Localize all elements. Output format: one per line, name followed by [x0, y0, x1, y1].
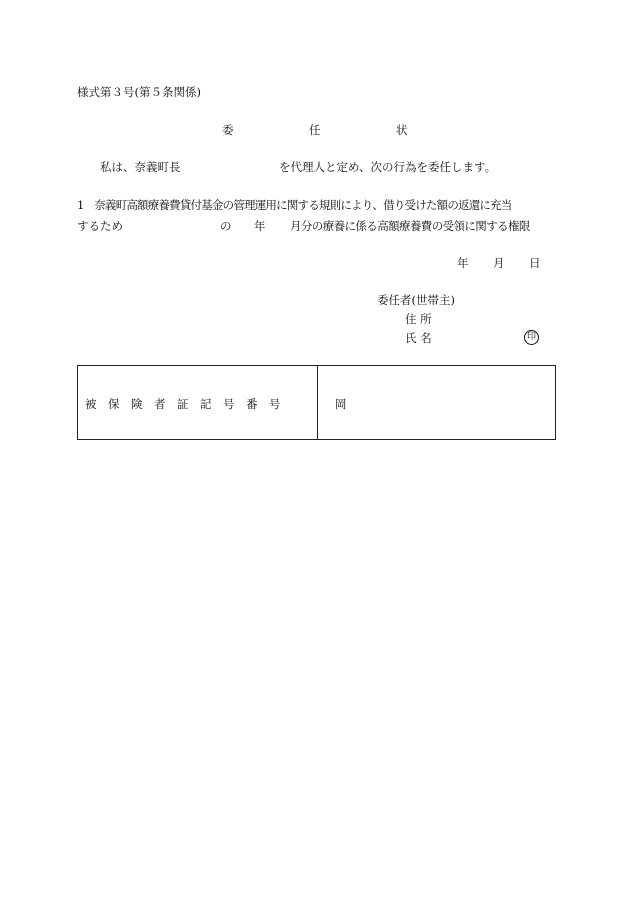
intro-text-right: を代理人と定め、次の行為を委任します。 [279, 160, 497, 174]
item1-line2-no: の [220, 219, 232, 233]
title-char-3: 状 [396, 123, 408, 137]
date-month-label: 月 [493, 256, 505, 270]
date-year-label: 年 [457, 256, 469, 270]
table-divider [317, 366, 318, 439]
form-number-header: 様式第３号(第５条関係) [77, 85, 201, 99]
address-label: 住 所 [405, 312, 432, 326]
item1-line2-rest: 月分の療養に係る高額療養費の受領に関する権限 [290, 219, 530, 233]
item1-line2-year: 年 [254, 219, 266, 233]
insurance-number-table [77, 365, 556, 440]
insurance-number-value: 岡 [335, 397, 347, 411]
date-day-label: 日 [529, 256, 541, 270]
item1-line2-start: するため [77, 219, 123, 233]
intro-text-left: 私は、奈義町長 [100, 160, 181, 174]
title-char-1: 委 [222, 123, 234, 137]
name-label: 氏 名 [405, 331, 432, 345]
insurance-number-label: 被 保 険 者 証 記 号 番 号 [85, 397, 281, 411]
title-char-2: 任 [309, 123, 321, 137]
seal-stamp-icon: 印 [524, 330, 539, 345]
delegator-label: 委任者(世帯主) [377, 293, 455, 307]
item1-line1: 1 奈義町高額療養費貸付基金の管理運用に関する規則により、借り受けた額の返還に充当 [77, 198, 512, 212]
